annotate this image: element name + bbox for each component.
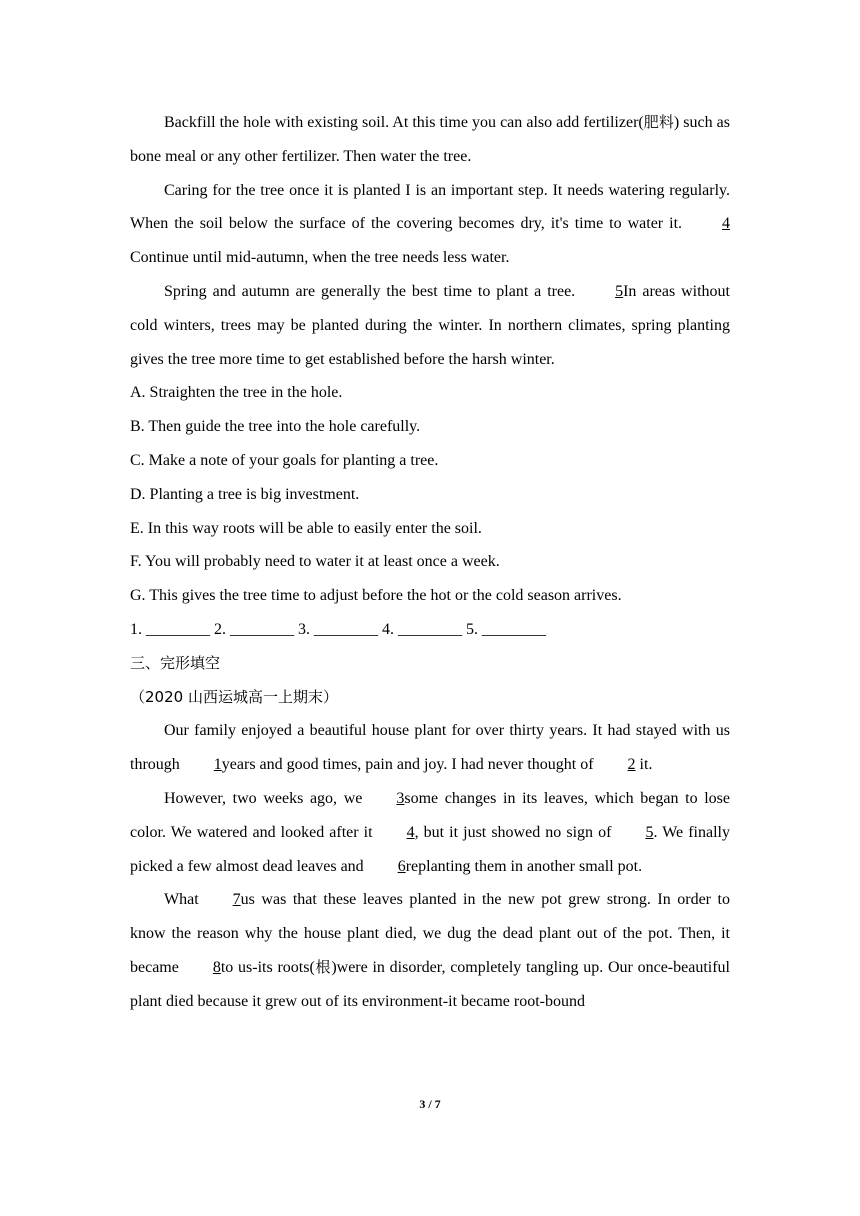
text: , but it just showed no sign of <box>414 823 612 841</box>
cloze-blank-6[interactable]: 6 <box>397 857 406 875</box>
text: Backfill the hole with existing soil. At this time you can also add fertilizer( <box>164 114 644 131</box>
cloze-paragraph-3 <box>130 883 730 1018</box>
text: it. <box>635 756 653 774</box>
section-title: 三、完形填空 <box>130 653 221 672</box>
cloze-blank-3[interactable]: 3 <box>396 789 405 807</box>
text: Caring for the tree once it is planted I is an important step. It needs watering regularly. When the soil below the surface of the covering becomes dry, it's time to water it. <box>130 181 730 233</box>
text: years and good times, pain and joy. I had never thought of <box>221 756 594 774</box>
cloze-paragraph-1 <box>130 714 730 782</box>
option-e: E. In this way roots will be able to easily enter the soil. <box>130 519 482 537</box>
text: us was that these leaves planted in the new pot grew strong. In order to know the reason why the house plant died, we dug the dead plant out of the pot. Then, it became <box>130 891 730 976</box>
option-g: G. This gives the tree time to adjust before the hot or the cold season arrives. <box>130 587 622 605</box>
text: In areas without cold winters, trees may be planted during the winter. In northern climates, spring planting gives the tree more time to get established before the harsh winter. <box>130 282 731 368</box>
option-b: B. Then guide the tree into the hole carefully. <box>130 418 421 436</box>
blank-5[interactable]: 5 <box>615 282 624 300</box>
option-f: F. You will probably need to water it at least once a week. <box>130 553 500 571</box>
option-c: C. Make a note of your goals for planting a tree. <box>130 451 439 469</box>
page-number: 3 / 7 <box>419 1097 441 1111</box>
cloze-blank-2[interactable]: 2 <box>627 756 636 774</box>
text: to us-its roots( <box>220 958 315 976</box>
paragraph-caring <box>130 174 730 275</box>
text: What <box>164 891 199 909</box>
document-page <box>130 106 730 1019</box>
text: . We finally picked a few almost dead leaves and <box>130 823 730 875</box>
cloze-blank-7[interactable]: 7 <box>232 891 241 909</box>
chinese-note: 根 <box>314 957 332 976</box>
paragraph-spring <box>130 275 730 376</box>
text: Continue until mid-autumn, when the tree needs less water. <box>130 249 510 267</box>
text: Spring and autumn are generally the best time to plant a tree. <box>164 282 582 300</box>
text: However, two weeks ago, we <box>164 789 363 807</box>
answer-line[interactable]: 1. ________ 2. ________ 3. ________ 4. ________ 5. ________ <box>130 620 546 638</box>
text: some changes in its leaves, which began to lose color. We watered and looked after it <box>130 789 730 841</box>
text: )were in disorder, completely tangling up. Our once-beautiful plant died because it grew out of its environment-it became root-bound <box>130 958 730 1010</box>
option-a: A. Straighten the tree in the hole. <box>130 384 343 402</box>
chinese-note: 肥料 <box>643 113 674 131</box>
blank-4[interactable]: 4 <box>722 215 730 233</box>
cloze-blank-4[interactable]: 4 <box>406 823 415 841</box>
text: ) such as bone meal or any other fertilizer. Then water the tree. <box>130 114 730 165</box>
cloze-paragraph-2 <box>130 782 730 883</box>
text: Our family enjoyed a beautiful house plant for over thirty years. It had stayed with us through <box>130 722 730 774</box>
cloze-blank-1[interactable]: 1 <box>213 756 222 774</box>
cloze-blank-8[interactable]: 8 <box>212 958 221 976</box>
paragraph-backfill <box>130 106 730 174</box>
source-note: （2020 山西运城高一上期末） <box>130 687 338 706</box>
text: replanting them in another small pot. <box>405 857 643 875</box>
option-d: D. Planting a tree is big investment. <box>130 485 360 503</box>
cloze-blank-5[interactable]: 5 <box>645 823 654 841</box>
